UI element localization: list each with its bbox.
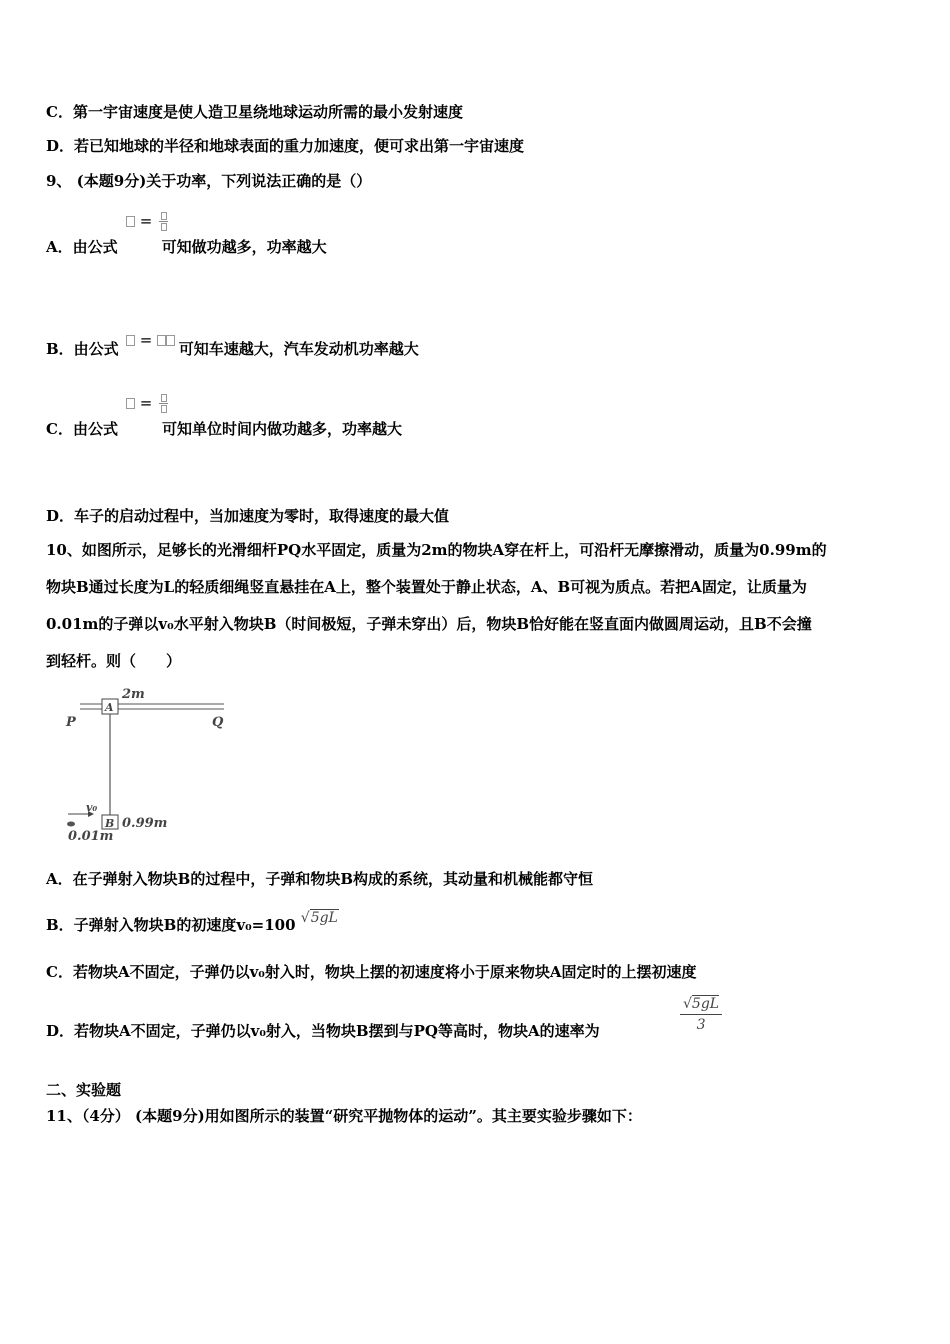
formula-p-equals-w-over-t: = <box>126 212 168 231</box>
q9-option-c-suffix: 可知单位时间内做功越多，功率越大 <box>161 420 402 438</box>
label-p: P <box>66 715 76 730</box>
q8-option-c: C．第一宇宙速度是使人造卫星绕地球运动所需的最小发射速度 <box>46 103 463 121</box>
q10-option-a: A．在子弹射入物块B的过程中，子弹和物块B构成的系统，其动量和机械能都守恒 <box>46 870 593 888</box>
pendulum-figure <box>60 684 240 844</box>
q9-option-c <box>46 418 402 439</box>
sqrt-5gl: √5gL <box>300 910 338 926</box>
q9-option-a-prefix: A．由公式 <box>46 238 118 256</box>
q9-option-c-prefix: C．由公式 <box>46 420 118 438</box>
q8-option-d: D．若已知地球的半径和地球表面的重力加速度，便可求出第一宇宙速度 <box>46 137 525 155</box>
q9-option-b <box>46 338 419 359</box>
label-a: A <box>105 701 114 714</box>
q10-option-b <box>46 910 339 936</box>
label-099m: 0.99m <box>122 816 168 831</box>
q9-stem: 9、 (本题9分)关于功率，下列说法正确的是（） <box>46 172 372 190</box>
q10-stem-line3: 0.01m的子弹以v₀水平射入物块B（时间极短，子弹未穿出）后，物块B恰好能在竖直面内做圆周运动，且B不会撞 <box>46 615 812 633</box>
label-001m: 0.01m <box>68 829 114 844</box>
q9-option-b-prefix: B．由公式 <box>46 340 119 358</box>
formula-p-equals-w-over-t-2: = <box>126 394 168 413</box>
q9-option-a-suffix: 可知做功越多，功率越大 <box>161 238 327 256</box>
section-title: 二、实验题 <box>46 1081 122 1099</box>
label-2m: 2m <box>122 687 145 702</box>
label-q: Q <box>212 715 224 730</box>
q10-option-d-text: D．若物块A不固定，子弹仍以v₀射入，当物块B摆到与PQ等高时，物块A的速率为 <box>46 1022 600 1040</box>
q9-option-d: D．车子的启动过程中，当加速度为零时，取得速度的最大值 <box>46 507 450 525</box>
label-b: B <box>105 817 115 830</box>
q10-option-c: C．若物块A不固定，子弹仍以v₀射入时，物块上摆的初速度将小于原来物块A固定时的上摆初速度 <box>46 963 697 981</box>
q9-option-b-suffix: 可知车速越大，汽车发动机功率越大 <box>178 340 419 358</box>
formula-p-equals-fv: = <box>126 331 175 349</box>
q10-stem-line4: 到轻杆。则（ ） <box>46 652 182 670</box>
q9-option-a <box>46 236 327 257</box>
q11-stem: 11、（4分） (本题9分)用如图所示的装置“研究平抛物体的运动”。其主要实验步骤如下： <box>46 1107 642 1125</box>
label-v0: v₀ <box>86 801 98 814</box>
q10-option-b-text: B．子弹射入物块B的初速度v₀=100 <box>46 916 296 934</box>
q10-option-d <box>46 1021 600 1041</box>
q10-stem-line2: 物块B通过长度为L的轻质细绳竖直悬挂在A上，整个装置处于静止状态，A、B可视为质点。若把A固定，让质量为 <box>46 578 807 596</box>
bullet <box>67 822 75 827</box>
fraction-sqrt5gl-over-3: √5gL 3 <box>680 996 722 1033</box>
q10-stem-line1: 10、如图所示，足够长的光滑细杆PQ水平固定，质量为2m的物块A穿在杆上，可沿杆无摩擦滑动，质量为0.99m的 <box>46 541 827 559</box>
